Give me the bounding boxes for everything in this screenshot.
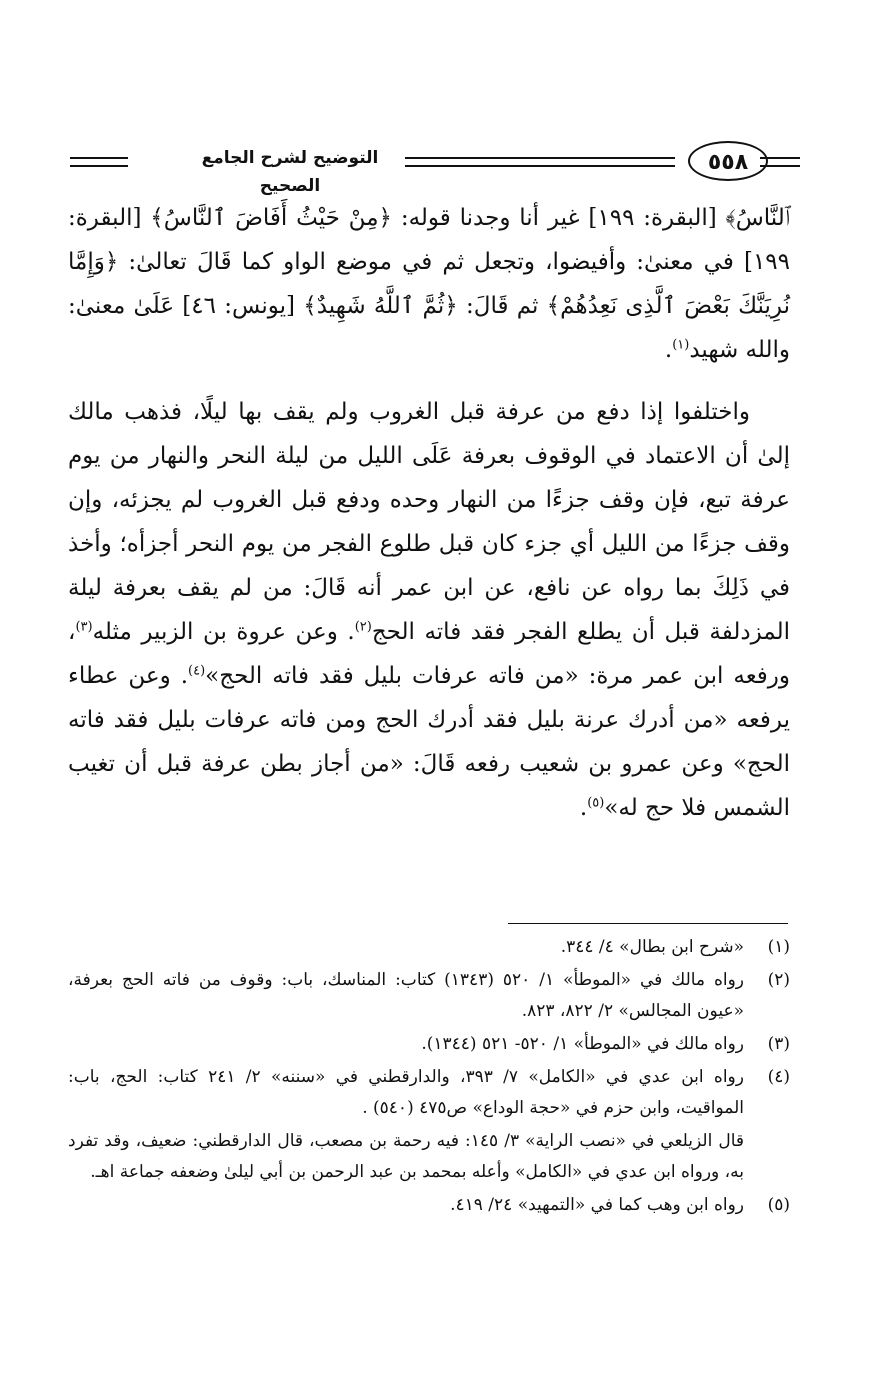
footnote-text: رواه مالك في «الموطأ» ١/ ٥٢٠ (١٣٤٣) كتاب: المناسك، باب: وقوف من فاته الحج بعرفة، «عيون المجالس» ٢/ ٨٢٢، ٨٢٣.	[68, 970, 745, 1021]
footnote-ref-5: (٥)	[587, 795, 605, 811]
paragraph-2	[68, 390, 790, 830]
page-header	[60, 138, 800, 196]
footnote-item	[68, 1190, 790, 1221]
paragraph-2-text-a: واختلفوا إذا دفع من عرفة قبل الغروب ولم يقف بها ليلًا، فذهب مالك إلىٰ أن الاعتماد في الوقوف بعرفة عَلَى الليل من ليلة النحر والنهار من يوم عرفة تبع، فإن وقف جزءًا من النهار وحده ودفع قبل الغروب لم يجزئه، وإن وقف جزءًا من الليل أي جزء كان قبل طلوع الفجر من يوم النحر أجزأه؛ وأخذ في ذَلِكَ بما رواه عن نافع، عن ابن عمر أنه قَالَ: من لم يقف بعرفة ليلة المزدلفة قبل أن يطلع الفجر فقد فاته الحج	[68, 399, 790, 645]
footnote-number: (١)	[767, 937, 790, 957]
footnote-item	[68, 965, 790, 1027]
footnote-number: (٤)	[767, 1067, 790, 1087]
footnote-ref-1: (١)	[672, 337, 690, 353]
paragraph-2-text-d: . وعن عطاء يرفعه «من أدرك عرنة بليل فقد أدرك الحج ومن فاته عرفات بليل فقد فاته الحج» وعن عمرو بن شعيب رفعه قَالَ: «من أجاز بطن عرفة قبل أن تغيب الشمس فلا حج له»	[68, 663, 790, 821]
paragraph-2-text-b: . وعن عروة بن الزبير مثله	[92, 619, 355, 645]
header-rule-left	[70, 157, 128, 167]
footnote-number: (٥)	[767, 1195, 790, 1215]
footnotes	[68, 932, 790, 1223]
footnote-text-block	[68, 1062, 744, 1188]
footnote-item	[68, 1062, 790, 1188]
footnote-extra-text: قال الزيلعي في «نصب الراية» ٣/ ١٤٥: فيه رحمة بن مصعب، قال الدارقطني: ضعيف، وقد تفرد به، ورواه ابن عدي في «الكامل» وأعله بمحمد بن عبد الرحمن بن أبي ليلىٰ وضعفه جماعة اهـ.	[68, 1131, 744, 1182]
footnote-text: رواه ابن وهب كما في «التمهيد» ٢٤/ ٤١٩.	[450, 1195, 744, 1215]
paragraph-1-text: ﭐلنَّاسُ﴾ [البقرة: ١٩٩] غير أنا وجدنا قوله: ﴿مِنْ حَيْثُ أَفَاضَ ٱلنَّاسُ﴾ [البقرة: ١٩٩] في معنىٰ: وأفيضوا، وتجعل ثم في موضع الواو كما قَالَ تعالىٰ: ﴿وَإِمَّا نُرِيَنَّكَ بَعْضَ ٱلَّذِى نَعِدُهُمْ﴾ ثم قَالَ: ﴿ثُمَّ ٱللَّهُ شَهِيدٌ﴾ [يونس: ٤٦] عَلَىٰ معنىٰ: والله شهيد	[68, 205, 791, 363]
paragraph-1	[68, 196, 790, 372]
paragraph-2-end: .	[579, 795, 588, 821]
footnote-ref-3: (٣)	[75, 619, 93, 635]
paragraph-2-text-c: ، ورفعه ابن عمر مرة: «من فاته عرفات بليل فقد فاته الحج»	[68, 619, 791, 689]
main-text	[68, 196, 790, 830]
footnote-number: (٢)	[767, 970, 790, 990]
page-number: ٥٥٨	[688, 141, 768, 181]
footnote-ref-4: (٤)	[188, 663, 206, 679]
footnote-item	[68, 1029, 790, 1060]
running-title: التوضيح لشرح الجامع الصحيح	[201, 148, 379, 196]
footnote-text: رواه مالك في «الموطأ» ١/ ٥٢٠- ٥٢١ (١٣٤٤).	[421, 1034, 744, 1054]
footnote-number: (٣)	[767, 1034, 790, 1054]
header-rule-middle	[405, 157, 675, 167]
footnote-ref-2: (٢)	[354, 619, 372, 635]
header-rule-right	[760, 157, 800, 167]
footnote-text: رواه ابن عدي في «الكامل» ٧/ ٣٩٣، والدارقطني في «سننه» ٢/ ٢٤١ كتاب: الحج، باب: المواقيت، وابن حزم في «حجة الوداع» ص٤٧٥ (٥٤٠) .	[68, 1067, 744, 1118]
footnote-text: «شرح ابن بطال» ٤/ ٣٤٤.	[560, 937, 744, 957]
footnote-item	[68, 932, 790, 963]
paragraph-1-end: .	[664, 337, 673, 363]
footnote-separator	[508, 923, 788, 924]
